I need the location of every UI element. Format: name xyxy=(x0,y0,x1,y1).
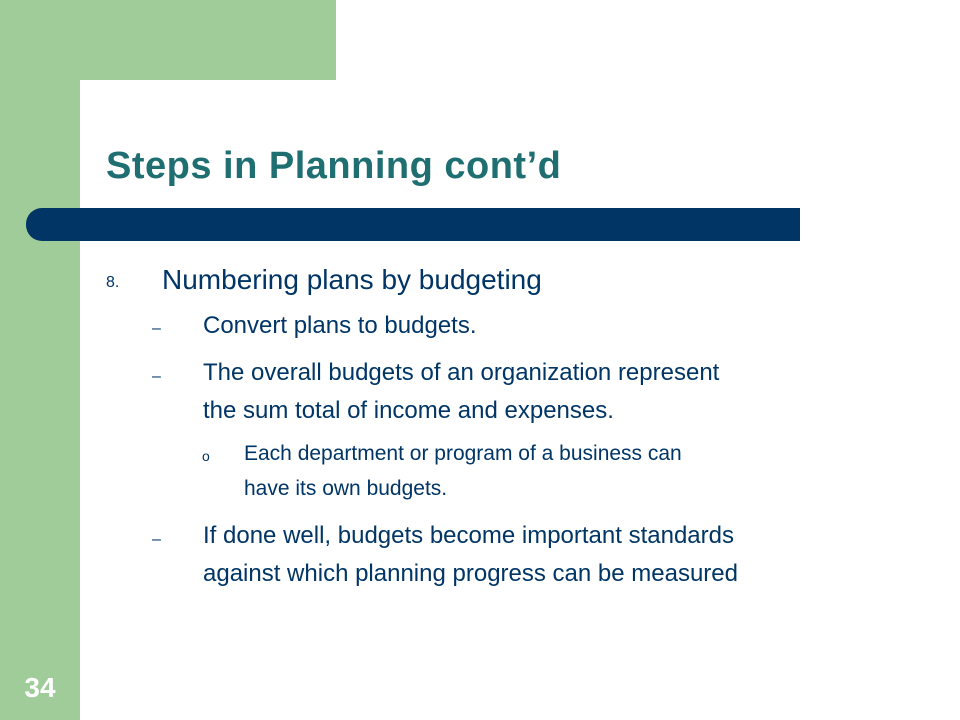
numbered-marker: 8. xyxy=(106,274,120,291)
sub-sub-item-line: have its own budgets. xyxy=(244,477,448,500)
sub-item-line: If done well, budgets become important standards xyxy=(203,522,734,549)
numbered-item-text: Numbering plans by budgeting xyxy=(162,264,542,295)
sub-sub-item-line: Each department or program of a business can xyxy=(244,442,682,465)
dash-marker: – xyxy=(152,531,161,548)
sub-item-line: against which planning progress can be measured xyxy=(203,560,738,587)
dash-marker: – xyxy=(152,320,161,337)
circle-marker: o xyxy=(202,448,210,464)
dash-marker: – xyxy=(152,368,161,385)
sub-item-line: the sum total of income and expenses. xyxy=(203,397,614,424)
sub-item-line: The overall budgets of an organization represent xyxy=(203,359,720,386)
slide-title: Steps in Planning cont’d xyxy=(106,145,562,187)
slide-number: 34 xyxy=(24,672,56,703)
sub-item-line: Convert plans to budgets. xyxy=(203,312,477,339)
